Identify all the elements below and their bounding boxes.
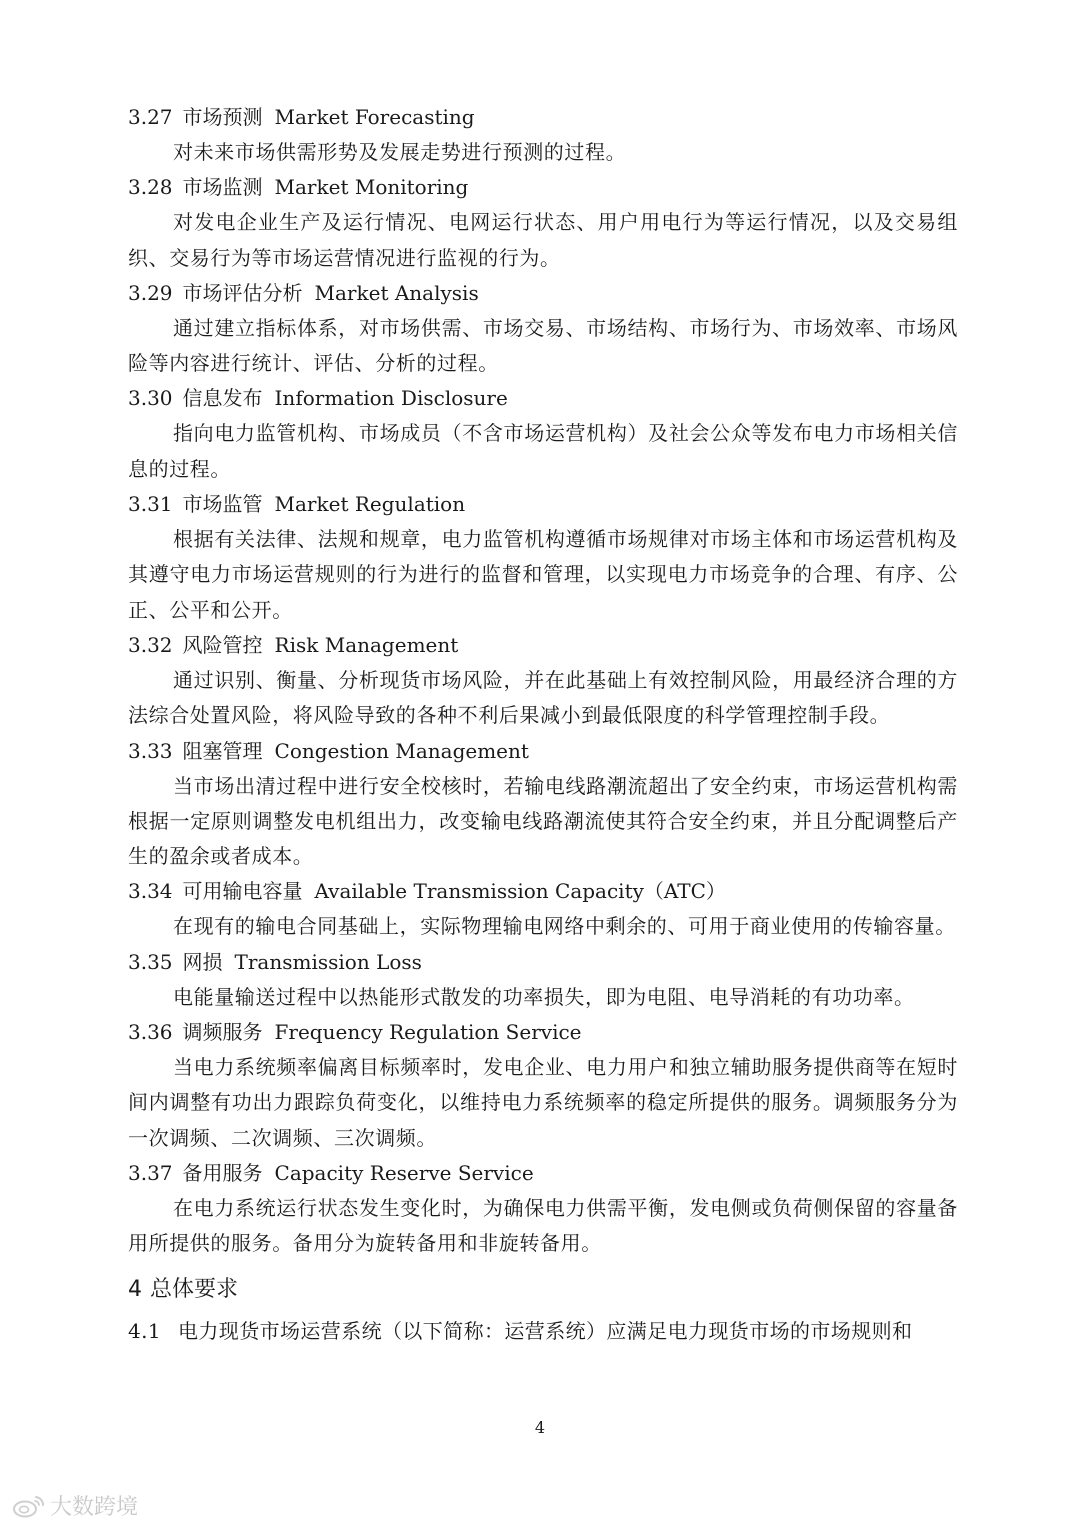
term-chinese-name: 风险管控 — [182, 632, 263, 657]
term-number: 3.33 — [128, 738, 173, 763]
term-heading — [128, 487, 958, 522]
page-number: 4 — [534, 1418, 546, 1437]
term-heading — [128, 874, 958, 909]
section-number: 4 — [128, 1276, 142, 1302]
term-definition: 在电力系统运行状态发生变化时，为确保电力供需平衡，发电侧或负荷侧保留的容量备用所提供的服务。备用分为旋转备用和非旋转备用。 — [128, 1195, 958, 1256]
term-number: 3.36 — [128, 1020, 173, 1045]
weibo-logo-icon — [12, 1494, 46, 1518]
term-definition: 根据有关法律、法规和规章，电力监管机构遵循市场规律对市场主体和市场运营机构及其遵守电力市场运营规则的行为进行的监督和管理，以实现电力市场竞争的合理、有序、公正、公平和公开。 — [128, 527, 958, 622]
term-definition: 对未来市场供需形势及发展走势进行预测的过程。 — [173, 140, 627, 164]
term-english-name: Information Disclosure — [274, 386, 508, 411]
section-heading — [128, 1272, 958, 1308]
term-3-33 — [128, 734, 958, 875]
term-english-name: Transmission Loss — [234, 949, 422, 974]
term-definition: 通过识别、衡量、分析现货市场风险，并在此基础上有效控制风险，用最经济合理的方法综合处置风险，将风险导致的各种不利后果减小到最低限度的科学管理控制手段。 — [128, 667, 958, 728]
term-english-name: Market Monitoring — [274, 175, 469, 200]
term-3-37 — [128, 1156, 958, 1262]
clause-number: 4.1 — [128, 1318, 162, 1343]
term-3-32 — [128, 628, 958, 734]
term-chinese-name: 阻塞管理 — [182, 738, 263, 763]
term-heading — [128, 734, 958, 769]
term-definition: 当电力系统频率偏离目标频率时，发电企业、电力用户和独立辅助服务提供商等在短时间内调整有功出力跟踪负荷变化，以维持电力系统频率的稳定所提供的服务。调频服务分为一次调频、二次调频、三次调频。 — [128, 1055, 958, 1150]
term-number: 3.28 — [128, 175, 173, 200]
term-heading — [128, 170, 958, 205]
page-content — [128, 100, 958, 1349]
term-3-31 — [128, 487, 958, 628]
term-3-30 — [128, 381, 958, 487]
term-number: 3.30 — [128, 386, 173, 411]
term-english-name: Market Analysis — [314, 280, 479, 305]
term-english-name: Frequency Regulation Service — [274, 1020, 582, 1045]
term-number: 3.35 — [128, 949, 173, 974]
term-number: 3.34 — [128, 879, 173, 904]
term-3-28 — [128, 170, 958, 276]
clause-4-1 — [128, 1314, 958, 1349]
term-chinese-name: 市场预测 — [182, 105, 263, 129]
term-chinese-name: 市场评估分析 — [182, 280, 303, 305]
term-heading — [128, 628, 958, 663]
term-heading — [128, 1156, 958, 1191]
term-definition: 对发电企业生产及运行情况、电网运行状态、用户用电行为等运行情况，以及交易组织、交易行为等市场运营情况进行监视的行为。 — [128, 210, 958, 270]
term-number: 3.31 — [128, 492, 173, 517]
term-chinese-name: 市场监管 — [182, 492, 263, 517]
term-3-27 — [128, 100, 958, 170]
term-3-29 — [128, 276, 958, 382]
term-definition: 指向电力监管机构、市场成员（不含市场运营机构）及社会公众等发布电力市场相关信息的过程。 — [128, 421, 958, 481]
term-3-35 — [128, 945, 958, 1015]
term-definition: 通过建立指标体系，对市场供需、市场交易、市场结构、市场行为、市场效率、市场风险等内容进行统计、评估、分析的过程。 — [128, 315, 958, 376]
term-number: 3.29 — [128, 280, 173, 305]
term-english-name: Risk Management — [274, 632, 459, 657]
term-heading — [128, 381, 958, 416]
section-title-text: 总体要求 — [150, 1276, 239, 1302]
term-chinese-name: 信息发布 — [182, 386, 263, 411]
term-3-34 — [128, 874, 958, 944]
term-number: 3.27 — [128, 105, 173, 129]
term-definition: 电能量输送过程中以热能形式散发的功率损失，即为电阻、电导消耗的有功功率。 — [173, 984, 915, 1009]
term-chinese-name: 市场监测 — [182, 175, 263, 200]
term-english-name: Market Forecasting — [274, 105, 475, 129]
term-heading — [128, 100, 958, 135]
term-definition: 当市场出清过程中进行安全校核时，若输电线路潮流超出了安全约束，市场运营机构需根据一定原则调整发电机组出力，改变输电线路潮流使其符合安全约束，并且分配调整后产生的盈余或者成本。 — [128, 773, 958, 869]
term-number: 3.32 — [128, 632, 173, 657]
term-english-name: Market Regulation — [274, 492, 466, 517]
term-chinese-name: 可用输电容量 — [182, 879, 303, 904]
term-chinese-name: 调频服务 — [182, 1020, 263, 1045]
watermark — [12, 1490, 138, 1521]
term-chinese-name: 备用服务 — [182, 1160, 263, 1185]
term-heading — [128, 945, 958, 980]
term-definition: 在现有的输电合同基础上，实际物理输电网络中剩余的、可用于商业使用的传输容量。 — [173, 914, 956, 939]
clause-text: 电力现货市场运营系统（以下简称：运营系统）应满足电力现货市场的市场规则和 — [178, 1318, 913, 1343]
term-heading — [128, 276, 958, 311]
term-english-name: Available Transmission Capacity（ATC） — [314, 879, 726, 904]
term-heading — [128, 1015, 958, 1050]
term-english-name: Capacity Reserve Service — [274, 1160, 534, 1185]
term-number: 3.37 — [128, 1160, 173, 1185]
term-3-36 — [128, 1015, 958, 1156]
term-english-name: Congestion Management — [274, 738, 529, 763]
term-chinese-name: 网损 — [182, 949, 223, 974]
watermark-text: 大数跨境 — [50, 1495, 139, 1520]
